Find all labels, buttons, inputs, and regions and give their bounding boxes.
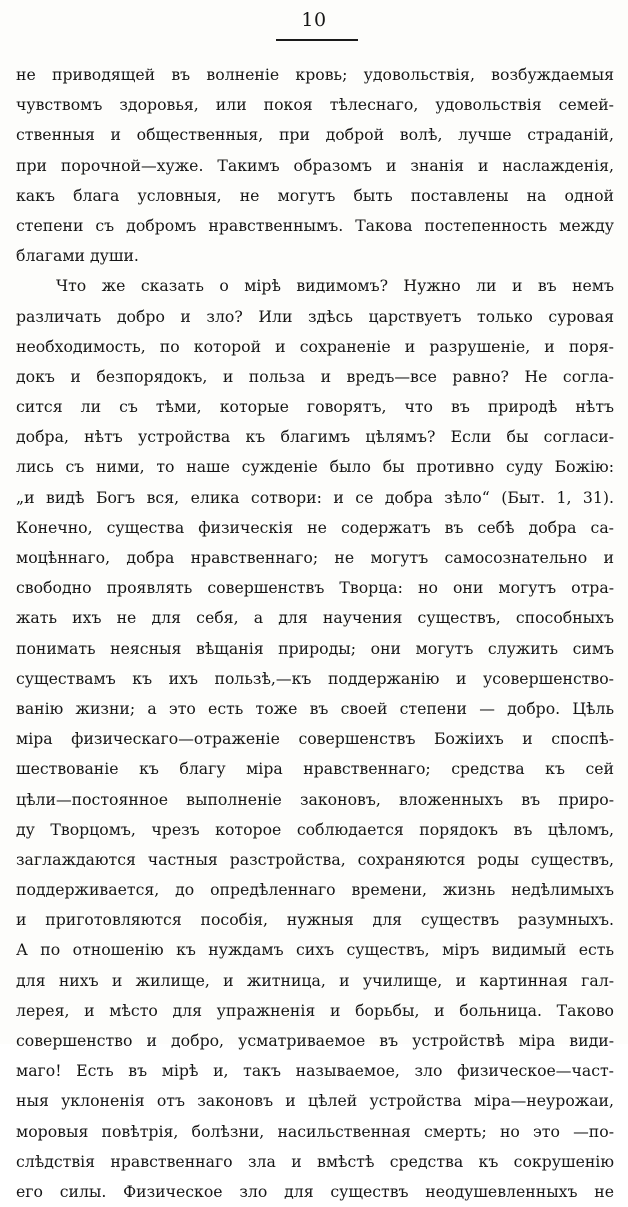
text-line: Что же сказать о мірѣ видимомъ? Нужно ли и въ немъ (56, 276, 614, 296)
text-line: ственныя и общественныя, при доброй волѣ, лучше страданій, (16, 125, 614, 145)
text-line: совершенство и добро, усматриваемое въ устройствѣ міра види- (16, 1031, 614, 1050)
text-line: благами души. (16, 246, 139, 266)
text-line: жать ихъ не для себя, а для научения существъ, способныхъ (16, 608, 614, 628)
text-line: различать добро и зло? Или здѣсь царствуетъ только суровая (16, 306, 614, 326)
text-line: А по отношенію къ нуждамъ сихъ существъ, міръ видимый есть (16, 940, 614, 960)
text-line: для нихъ и жилище, и житница, и училище, и картинная гал- (16, 970, 614, 990)
text-line: какъ блага условныя, не могутъ быть поставлены на одной (16, 185, 614, 205)
body-text (16, 60, 614, 1207)
text-line: шествованіе къ благу міра нравственнаго; средства къ сей (16, 759, 614, 779)
text-line: маго! Есть въ мірѣ и, такъ называемое, зло физическое—част- (16, 1061, 614, 1081)
text-line: заглаждаются частныя разстройства, сохраняются роды существъ, (16, 849, 614, 869)
text-line: его силы. Физическое зло для существъ неодушевленныхъ не (16, 1181, 614, 1201)
text-line: существамъ къ ихъ пользѣ,—къ поддержанію и усовершенство- (16, 668, 614, 688)
text-line: „и видѣ Богъ вся, елика сотвори: и се добра зѣло“ (Быт. 1, 31). (16, 487, 614, 507)
text-line: сится ли съ тѣми, которые говорятъ, что въ природѣ нѣтъ (16, 397, 614, 417)
text-line: лерея, и мѣсто для упражненія и борьбы, и больница. Таково (16, 1000, 614, 1020)
text-line: свободно проявлять совершенствъ Творца: но они могутъ отра- (16, 578, 614, 598)
text-line: степени съ добромъ нравственнымъ. Такова постепенность между (16, 215, 614, 235)
text-line: лись съ ними, то наше сужденіе было бы противно суду Божію: (16, 457, 614, 477)
text-line: и приготовляются пособія, нужныя для существъ разумныхъ. (16, 910, 614, 930)
text-line: міра физическаго—отраженіе совершенствъ Божіихъ и споспѣ- (16, 729, 614, 749)
text-line: моровыя повѣтрія, болѣзни, насильственная смерть; но это —по- (16, 1121, 614, 1141)
text-line: ванію жизни; а это есть тоже въ своей степени — добро. Цѣль (16, 698, 614, 718)
page-number: 10 (301, 9, 327, 31)
text-line: понимать неясныя вѣщанія природы; они могутъ служить симъ (16, 638, 614, 658)
text-line: Конечно, существа физическія не содержатъ въ себѣ добра са- (16, 517, 614, 537)
text-line: чувствомъ здоровья, или покоя тѣлеснаго, удовольствія семей- (16, 95, 614, 115)
text-line: необходимость, по которой и сохраненіе и разрушеніе, и поря- (16, 336, 614, 356)
text-line: при порочной—хуже. Такимъ образомъ и знанія и наслажденія, (16, 155, 614, 175)
text-line: поддерживается, до опредѣленнаго времени, жизнь недѣлимыхъ (16, 880, 614, 900)
text-line: цѣли—постоянное выполненіе законовъ, вложенныхъ въ приро- (16, 789, 614, 809)
text-line: докъ и безпорядокъ, и польза и вредъ—все равно? Не согла- (16, 366, 614, 386)
text-line: ныя уклоненія отъ законовъ и цѣлей устройства міра—неурожаи, (16, 1091, 614, 1111)
text-line: моцѣннаго, добра нравственнаго; не могутъ самосознательно и (16, 548, 614, 567)
text-line: ду Творцомъ, чрезъ которое соблюдается порядокъ въ цѣломъ, (16, 819, 614, 839)
header-rule (276, 39, 358, 41)
text-line: добра, нѣтъ устройства къ благимъ цѣлямъ? Если бы согласи- (16, 427, 614, 447)
text-line: слѣдствія нравственнаго зла и вмѣстѣ средства къ сокрушенію (16, 1151, 614, 1171)
text-line: не приводящей въ волненіе кровь; удовольствія, возбуждаемыя (16, 65, 614, 84)
